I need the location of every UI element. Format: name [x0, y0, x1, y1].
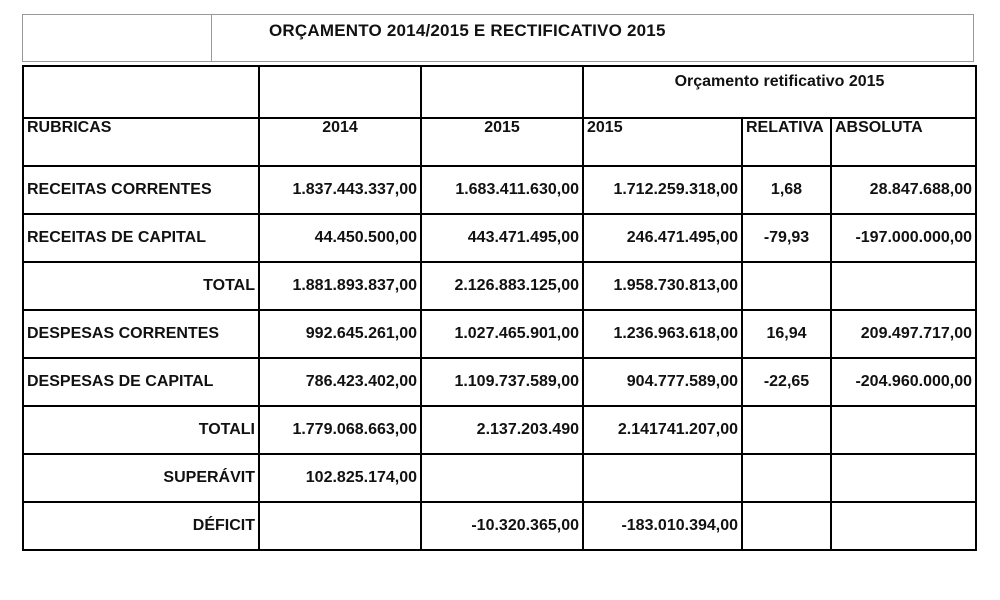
cell-relativa: 1,68 — [742, 166, 831, 214]
cell-relativa: -22,65 — [742, 358, 831, 406]
cell-relativa: -79,93 — [742, 214, 831, 262]
cell-2015: 443.471.495,00 — [421, 214, 583, 262]
cell-absoluta: -204.960.000,00 — [831, 358, 976, 406]
column-header-2015-rect: 2015 — [583, 118, 742, 166]
cell-2015: 2.137.203.490 — [421, 406, 583, 454]
table-row — [23, 502, 976, 550]
column-header-2015: 2015 — [421, 118, 583, 166]
cell-2015-rect — [583, 454, 742, 502]
table-row — [23, 358, 976, 406]
table-column-header-row — [23, 118, 976, 166]
cell-2015-rect: 904.777.589,00 — [583, 358, 742, 406]
cell-absoluta: -197.000.000,00 — [831, 214, 976, 262]
table-row — [23, 310, 976, 358]
cell-2014: 1.779.068.663,00 — [259, 406, 421, 454]
cell-2015 — [421, 454, 583, 502]
budget-table — [22, 65, 977, 551]
table-row — [23, 262, 976, 310]
row-label: RECEITAS DE CAPITAL — [23, 214, 259, 262]
row-label: DÉFICIT — [23, 502, 259, 550]
cell-2015: 1.683.411.630,00 — [421, 166, 583, 214]
row-label: DESPESAS DE CAPITAL — [23, 358, 259, 406]
column-header-relativa: RELATIVA — [742, 118, 831, 166]
cell-relativa — [742, 262, 831, 310]
cell-2014: 102.825.174,00 — [259, 454, 421, 502]
cell-absoluta — [831, 262, 976, 310]
cell-relativa — [742, 406, 831, 454]
column-header-2014: 2014 — [259, 118, 421, 166]
title-divider — [211, 15, 212, 61]
cell-2014: 786.423.402,00 — [259, 358, 421, 406]
row-label: RECEITAS CORRENTES — [23, 166, 259, 214]
cell-absoluta — [831, 502, 976, 550]
cell-relativa — [742, 454, 831, 502]
title-table — [22, 14, 974, 62]
cell-2014: 992.645.261,00 — [259, 310, 421, 358]
group-header-retificativo: Orçamento retificativo 2015 — [583, 66, 976, 118]
cell-2015: -10.320.365,00 — [421, 502, 583, 550]
empty-cell — [259, 66, 421, 118]
cell-2015: 1.109.737.589,00 — [421, 358, 583, 406]
column-header-absoluta: ABSOLUTA — [831, 118, 976, 166]
table-row — [23, 214, 976, 262]
cell-2014: 1.837.443.337,00 — [259, 166, 421, 214]
cell-2014: 1.881.893.837,00 — [259, 262, 421, 310]
row-label: TOTAL — [23, 262, 259, 310]
cell-2015-rect: 1.236.963.618,00 — [583, 310, 742, 358]
cell-relativa: 16,94 — [742, 310, 831, 358]
row-label: TOTALI — [23, 406, 259, 454]
table-row — [23, 454, 976, 502]
cell-2015: 1.027.465.901,00 — [421, 310, 583, 358]
cell-2015-rect: 246.471.495,00 — [583, 214, 742, 262]
table-row — [23, 166, 976, 214]
row-label: DESPESAS CORRENTES — [23, 310, 259, 358]
table-group-header-row — [23, 66, 976, 118]
empty-cell — [421, 66, 583, 118]
cell-absoluta: 28.847.688,00 — [831, 166, 976, 214]
document-title: ORÇAMENTO 2014/2015 E RECTIFICATIVO 2015 — [269, 21, 666, 40]
cell-2015-rect: -183.010.394,00 — [583, 502, 742, 550]
column-header-rubricas: RUBRICAS — [23, 118, 259, 166]
cell-2014 — [259, 502, 421, 550]
empty-cell — [23, 66, 259, 118]
cell-2014: 44.450.500,00 — [259, 214, 421, 262]
cell-absoluta: 209.497.717,00 — [831, 310, 976, 358]
cell-relativa — [742, 502, 831, 550]
table-row — [23, 406, 976, 454]
cell-2015-rect: 1.958.730.813,00 — [583, 262, 742, 310]
cell-2015-rect: 1.712.259.318,00 — [583, 166, 742, 214]
cell-2015: 2.126.883.125,00 — [421, 262, 583, 310]
cell-absoluta — [831, 454, 976, 502]
row-label: SUPERÁVIT — [23, 454, 259, 502]
cell-2015-rect: 2.141741.207,00 — [583, 406, 742, 454]
cell-absoluta — [831, 406, 976, 454]
